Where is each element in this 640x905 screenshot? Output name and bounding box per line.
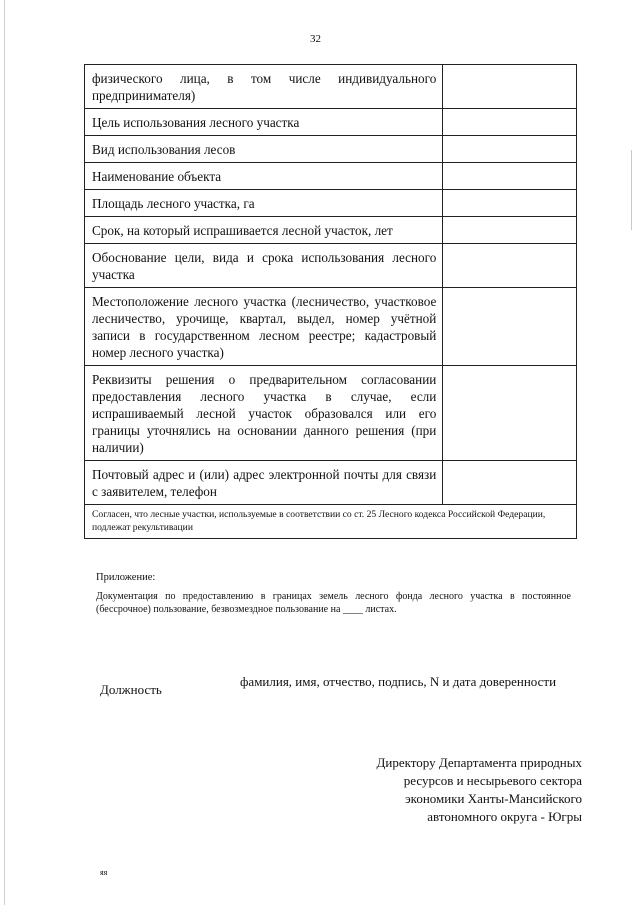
table-row xyxy=(85,217,577,244)
consent-note: Согласен, что лесные участки, используемые в соответствии со ст. 25 Лесного кодекса Российской Федерации, подлежат рекультивации xyxy=(85,505,577,539)
table-row xyxy=(85,109,577,136)
row-label: Срок, на который испрашивается лесной участок, лет xyxy=(85,217,443,244)
row-label: Площадь лесного участка, га xyxy=(85,190,443,217)
position-label: Должность xyxy=(100,682,162,697)
page-number: 32 xyxy=(310,33,321,45)
row-value-cell xyxy=(443,244,577,288)
scan-edge xyxy=(631,150,632,230)
appendix-text: Документация по предоставлению в границах земель лесного фонда лесного участка в постоянное (бессрочное) пользование, безвозмездное пользование на ____ листах. xyxy=(96,591,571,615)
table-row xyxy=(85,65,577,109)
recipient-line: Директору Департамента природных xyxy=(376,755,582,770)
row-value-cell xyxy=(443,109,577,136)
consent-note-row xyxy=(85,505,577,539)
table-row xyxy=(85,163,577,190)
row-label: Реквизиты решения о предварительном согласовании предоставления лесного участка в случае, если испрашиваемый лесной участок образовался или его границы уточнялись на основании данного решения (при наличии) xyxy=(85,366,443,461)
row-label: Цель использования лесного участка xyxy=(85,109,443,136)
recipient-line: ресурсов и несырьевого сектора xyxy=(403,773,582,788)
table-row xyxy=(85,288,577,366)
row-label: Обоснование цели, вида и срока использования лесного участка xyxy=(85,244,443,288)
appendix-title: Приложение: xyxy=(96,572,156,583)
footer-code: яя xyxy=(100,868,108,877)
row-label: Вид использования лесов xyxy=(85,136,443,163)
row-label: Наименование объекта xyxy=(85,163,443,190)
scan-edge xyxy=(4,0,5,905)
row-value-cell xyxy=(443,217,577,244)
row-value-cell xyxy=(443,288,577,366)
recipient-block xyxy=(322,754,582,826)
table-row xyxy=(85,366,577,461)
row-value-cell xyxy=(443,136,577,163)
row-value-cell xyxy=(443,366,577,461)
row-value-cell xyxy=(443,65,577,109)
table-row xyxy=(85,461,577,505)
row-label: Местоположение лесного участка (лесничество, участковое лесничество, урочище, квартал, выдел, номер учётной записи в государственном лесном реестре; кадастровый номер лесного участка) xyxy=(85,288,443,366)
row-value-cell xyxy=(443,190,577,217)
application-form-table xyxy=(84,64,577,539)
signature-label: фамилия, имя, отчество, подпись, N и дата доверенности xyxy=(240,674,557,689)
row-label: физического лица, в том числе индивидуального предпринимателя) xyxy=(85,65,443,109)
row-value-cell xyxy=(443,163,577,190)
recipient-line: автономного округа - Югры xyxy=(427,809,582,824)
row-label: Почтовый адрес и (или) адрес электронной почты для связи с заявителем, телефон xyxy=(85,461,443,505)
table-row xyxy=(85,244,577,288)
row-value-cell xyxy=(443,461,577,505)
recipient-line: экономики Ханты-Мансийского xyxy=(405,791,582,806)
table-row xyxy=(85,136,577,163)
table-row xyxy=(85,190,577,217)
